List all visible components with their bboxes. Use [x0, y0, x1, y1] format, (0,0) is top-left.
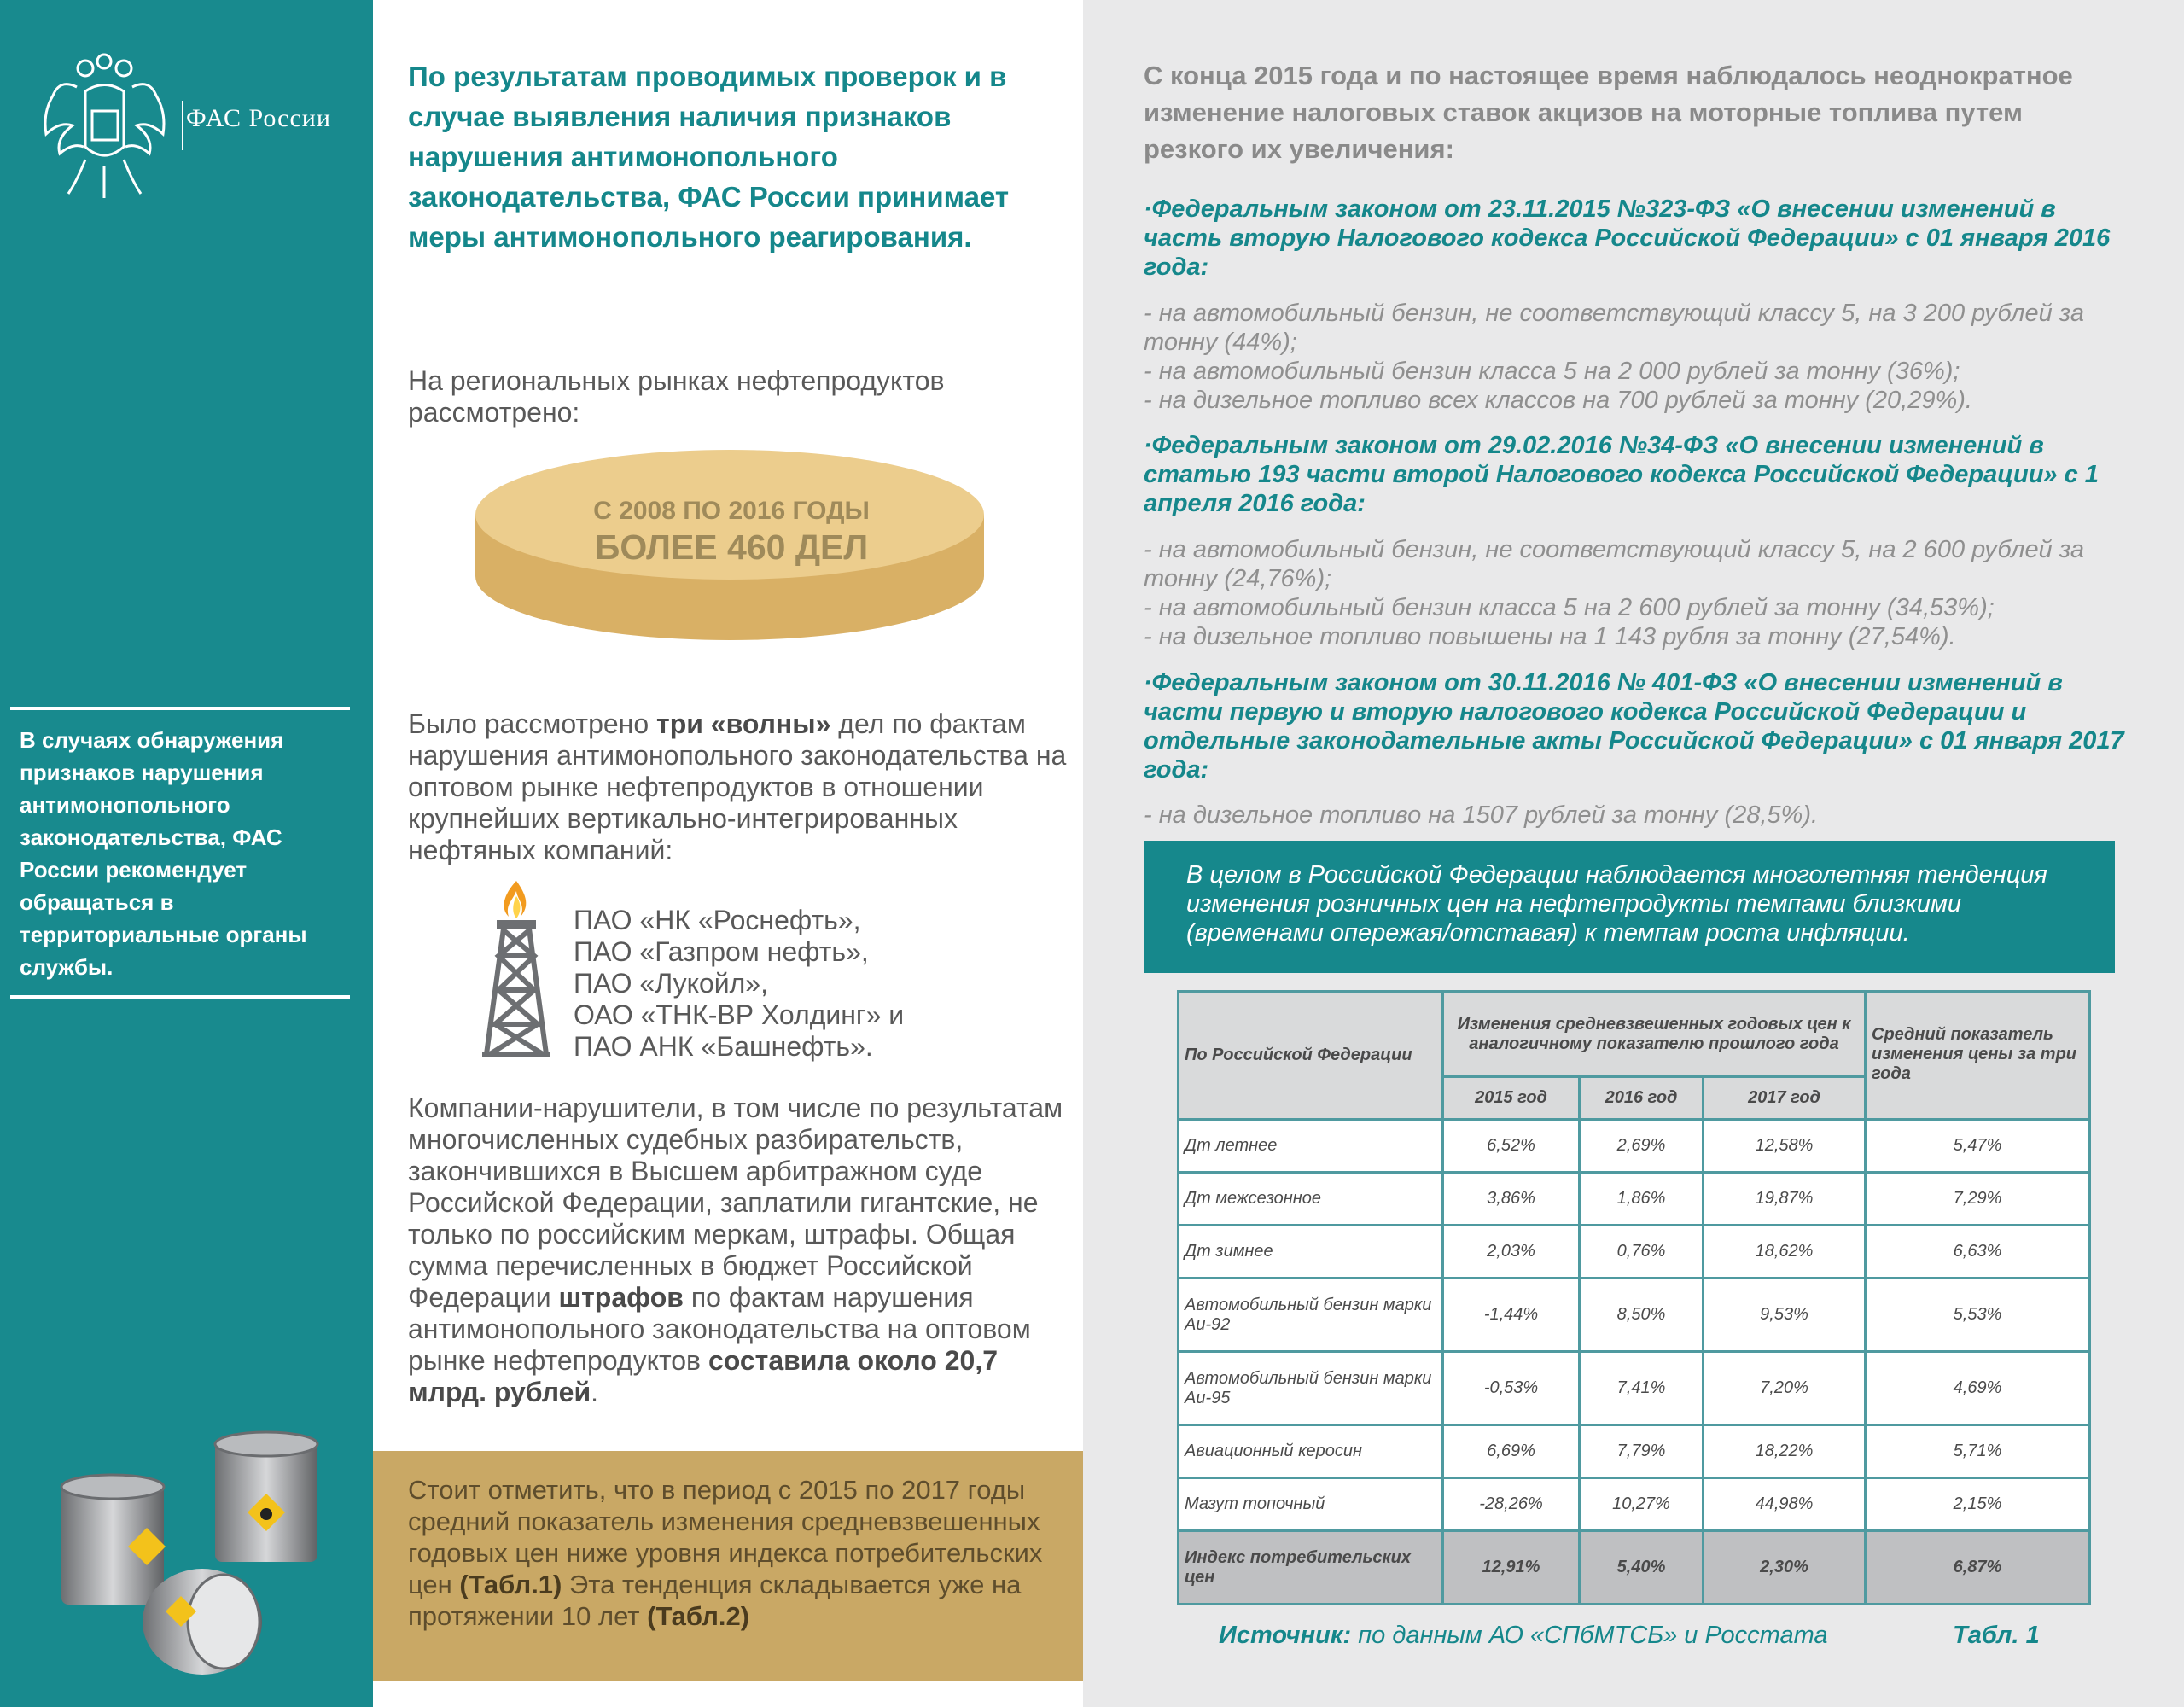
- cell-2016: 7,41%: [1580, 1352, 1704, 1425]
- row-name: Индекс потребительских цен: [1179, 1531, 1443, 1605]
- cell-2016: 1,86%: [1580, 1173, 1704, 1226]
- row-name: Авиационный керосин: [1179, 1425, 1443, 1478]
- row-name: Дт межсезонное: [1179, 1173, 1443, 1226]
- middle-intro: На региональных рынках нефтепродуктов рассмотрено:: [408, 365, 945, 428]
- source-label: Источник:: [1219, 1622, 1352, 1649]
- row-name: Дт зимнее: [1179, 1226, 1443, 1279]
- cell-2017: 7,20%: [1704, 1352, 1866, 1425]
- fines-total: составила около 20,7 млрд. рублей: [408, 1345, 998, 1407]
- oil-rig-flame-icon: [478, 879, 555, 1058]
- cell-average: 5,71%: [1866, 1425, 2090, 1478]
- row-name: Дт летнее: [1179, 1120, 1443, 1173]
- oil-barrels-icon: [53, 1425, 343, 1681]
- fines-bold: штрафов: [558, 1282, 684, 1313]
- fines-paragraph: [408, 1092, 1082, 1408]
- table-row: [1179, 1120, 2090, 1173]
- cell-2015: -1,44%: [1443, 1279, 1580, 1352]
- note-bottom-divider: [10, 995, 350, 999]
- gold-ref: (Табл.1): [459, 1570, 562, 1599]
- middle-heading: По результатам проводимых проверок и в случае выявления наличия признаков нарушения антимонопольного законодательства, ФАС России принимает меры антимонопольного реагирования.: [408, 61, 1010, 253]
- row-name: Автомобильный бензин марки Аи-92: [1179, 1279, 1443, 1352]
- fines-text: .: [591, 1377, 598, 1407]
- header-average: Средний показатель изменения цены за три года: [1866, 992, 2090, 1120]
- gold-text-part: Эта тенденция складывается уже на протяжении 10 лет: [408, 1570, 1022, 1631]
- law-item: - на дизельное топливо на 1507 рублей за тонну (28,5%).: [1144, 801, 1819, 829]
- cell-2016: 7,79%: [1580, 1425, 1704, 1478]
- company-item: ПАО АНК «Башнефть».: [574, 1031, 873, 1062]
- right-heading: С конца 2015 года и по настоящее время наблюдалось неоднократное изменение налоговых ставок акцизов на моторные топлива путем резкого их увеличения:: [1144, 61, 2073, 164]
- gold-text-part: Стоит отметить, что в период с 2015 по 2017 годы средний показатель изменения средневзвешенных годовых цен ниже уровня индекса потребительских цен: [408, 1475, 1043, 1599]
- cell-2017: 2,30%: [1704, 1531, 1866, 1605]
- cell-2017: 19,87%: [1704, 1173, 1866, 1226]
- header-region: По Российской Федерации: [1179, 992, 1443, 1120]
- header-year-2017: 2017 год: [1704, 1077, 1866, 1120]
- table-row: [1179, 1352, 2090, 1425]
- disc-cases-count: БОЛЕЕ 460 ДЕЛ: [594, 527, 869, 567]
- double-headed-eagle-emblem-icon: [34, 53, 175, 202]
- cell-2015: 3,86%: [1443, 1173, 1580, 1226]
- cell-2015: 2,03%: [1443, 1226, 1580, 1279]
- cell-2016: 2,69%: [1580, 1120, 1704, 1173]
- table-row: [1179, 1226, 2090, 1279]
- law-item: - на автомобильный бензин, не соответствующий классу 5, на 2 600 рублей за тонну (24,76%);: [1144, 536, 2085, 592]
- law-item: - на дизельное топливо повышены на 1 143 рубля за тонну (27,54%).: [1144, 623, 1956, 650]
- law-items-401: [1144, 801, 2125, 830]
- cell-average: 2,15%: [1866, 1478, 2090, 1531]
- fines-text: по фактам нарушения антимонопольного законодательства на оптовом рынке нефтепродуктов: [408, 1282, 1031, 1376]
- header-change: Изменения средневзвешенных годовых цен к аналогичному показателю прошлого года: [1443, 992, 1866, 1077]
- header-year-2015: 2015 год: [1443, 1077, 1580, 1120]
- cell-2016: 0,76%: [1580, 1226, 1704, 1279]
- cell-2017: 9,53%: [1704, 1279, 1866, 1352]
- cell-2016: 8,50%: [1580, 1279, 1704, 1352]
- law-item: - на автомобильный бензин класса 5 на 2 000 рублей за тонну (36%);: [1144, 358, 1960, 385]
- company-item: ПАО «НК «Роснефть»,: [574, 905, 861, 935]
- disc-period-label: С 2008 ПО 2016 ГОДЫ: [593, 497, 870, 525]
- law-item: - на дизельное топливо всех классов на 700 рублей за тонну (20,29%).: [1144, 387, 1972, 414]
- note-top-divider: [10, 707, 350, 710]
- table-row: [1179, 1279, 2090, 1352]
- fines-text: Компании-нарушители, в том числе по результатам многочисленных судебных разбирательств, закончившихся в Высшем арбитражном суде Российской Федерации, заплатили гигантские, не только по российским меркам, штрафы. Общая сумма перечисленных в бюджет Российской Федерации: [408, 1092, 1063, 1313]
- table-row: [1179, 1425, 2090, 1478]
- cell-average: 5,53%: [1866, 1279, 2090, 1352]
- cell-average: 5,47%: [1866, 1120, 2090, 1173]
- table-row: [1179, 1478, 2090, 1531]
- cell-2016: 10,27%: [1580, 1478, 1704, 1531]
- source-text: по данным АО «СПбМТСБ» и Росстата: [1351, 1622, 1828, 1649]
- company-item: ПАО «Газпром нефть»,: [574, 936, 869, 967]
- cell-2015: -0,53%: [1443, 1352, 1580, 1425]
- trend-text: В целом в Российской Федерации наблюдается многолетняя тенденция изменения розничных цен на нефтепродукты темпами близкими (временами опережая/отставая) к темпам роста инфляции.: [1186, 861, 2047, 947]
- row-name: Автомобильный бензин марки Аи-95: [1179, 1352, 1443, 1425]
- cell-average: 6,87%: [1866, 1531, 2090, 1605]
- gold-ref: (Табл.2): [647, 1601, 750, 1631]
- table-row-cpi: [1179, 1531, 2090, 1605]
- law-item: - на автомобильный бензин, не соответствующий классу 5, на 3 200 рублей за тонну (44%);: [1144, 300, 2085, 356]
- waves-text-bold: три «волны»: [656, 708, 831, 739]
- law-title-323: ·Федеральным законом от 23.11.2015 №323-ФЗ «О внесении изменений в часть вторую Налогового кодекса Российской Федерации» с 01 января 2016 года:: [1144, 195, 2111, 281]
- company-item: ПАО «Лукойл»,: [574, 968, 768, 999]
- company-item: ОАО «ТНК-ВР Холдинг» и: [574, 999, 905, 1030]
- cell-2017: 18,62%: [1704, 1226, 1866, 1279]
- law-title-34: ·Федеральным законом от 29.02.2016 №34-ФЗ «О внесении изменений в статью 193 части второй Налогового кодекса Российской Федерации» с 1 апреля 2016 года:: [1144, 432, 2099, 517]
- law-item: - на автомобильный бензин класса 5 на 2 600 рублей за тонну (34,53%);: [1144, 594, 1995, 621]
- cell-2016: 5,40%: [1580, 1531, 1704, 1605]
- law-items-323: [1144, 299, 2125, 415]
- cell-2015: 6,52%: [1443, 1120, 1580, 1173]
- logo-divider: [182, 101, 183, 150]
- cell-2017: 44,98%: [1704, 1478, 1866, 1531]
- law-items-34: [1144, 535, 2125, 651]
- cell-2015: 12,91%: [1443, 1531, 1580, 1605]
- cell-average: 4,69%: [1866, 1352, 2090, 1425]
- cell-average: 7,29%: [1866, 1173, 2090, 1226]
- waves-text-post: дел по фактам нарушения антимонопольного законодательства на оптовом рынке нефтепродуктов в отношении крупнейших вертикально-интегрированных нефтяных компаний:: [408, 708, 1067, 865]
- price-change-table: [1177, 990, 2091, 1605]
- cell-2015: 6,69%: [1443, 1425, 1580, 1478]
- table-row: [1179, 1173, 2090, 1226]
- waves-text-pre: Было рассмотрено: [408, 708, 657, 739]
- left-note: В случаях обнаружения признаков нарушения антимонопольного законодательства, ФАС России рекомендует обращаться в территориальные органы службы.: [20, 727, 307, 980]
- cell-2015: -28,26%: [1443, 1478, 1580, 1531]
- logo-text: ФАС России: [186, 104, 331, 132]
- cell-2017: 12,58%: [1704, 1120, 1866, 1173]
- cell-2017: 18,22%: [1704, 1425, 1866, 1478]
- waves-paragraph: [408, 708, 1082, 866]
- law-title-401: ·Федеральным законом от 30.11.2016 № 401-ФЗ «О внесении изменений в части первую и вторую налогового кодекса Российской Федерации и отдельные законодательные акты Российской Федерации» с 01 января 2017 года:: [1144, 669, 2124, 784]
- table-label: Табл. 1: [1953, 1622, 2040, 1649]
- companies-list: [574, 905, 1086, 1063]
- row-name: Мазут топочный: [1179, 1478, 1443, 1531]
- gold-note-text: [408, 1474, 1069, 1632]
- cell-average: 6,63%: [1866, 1226, 2090, 1279]
- table-source: [1219, 1622, 1828, 1650]
- header-year-2016: 2016 год: [1580, 1077, 1704, 1120]
